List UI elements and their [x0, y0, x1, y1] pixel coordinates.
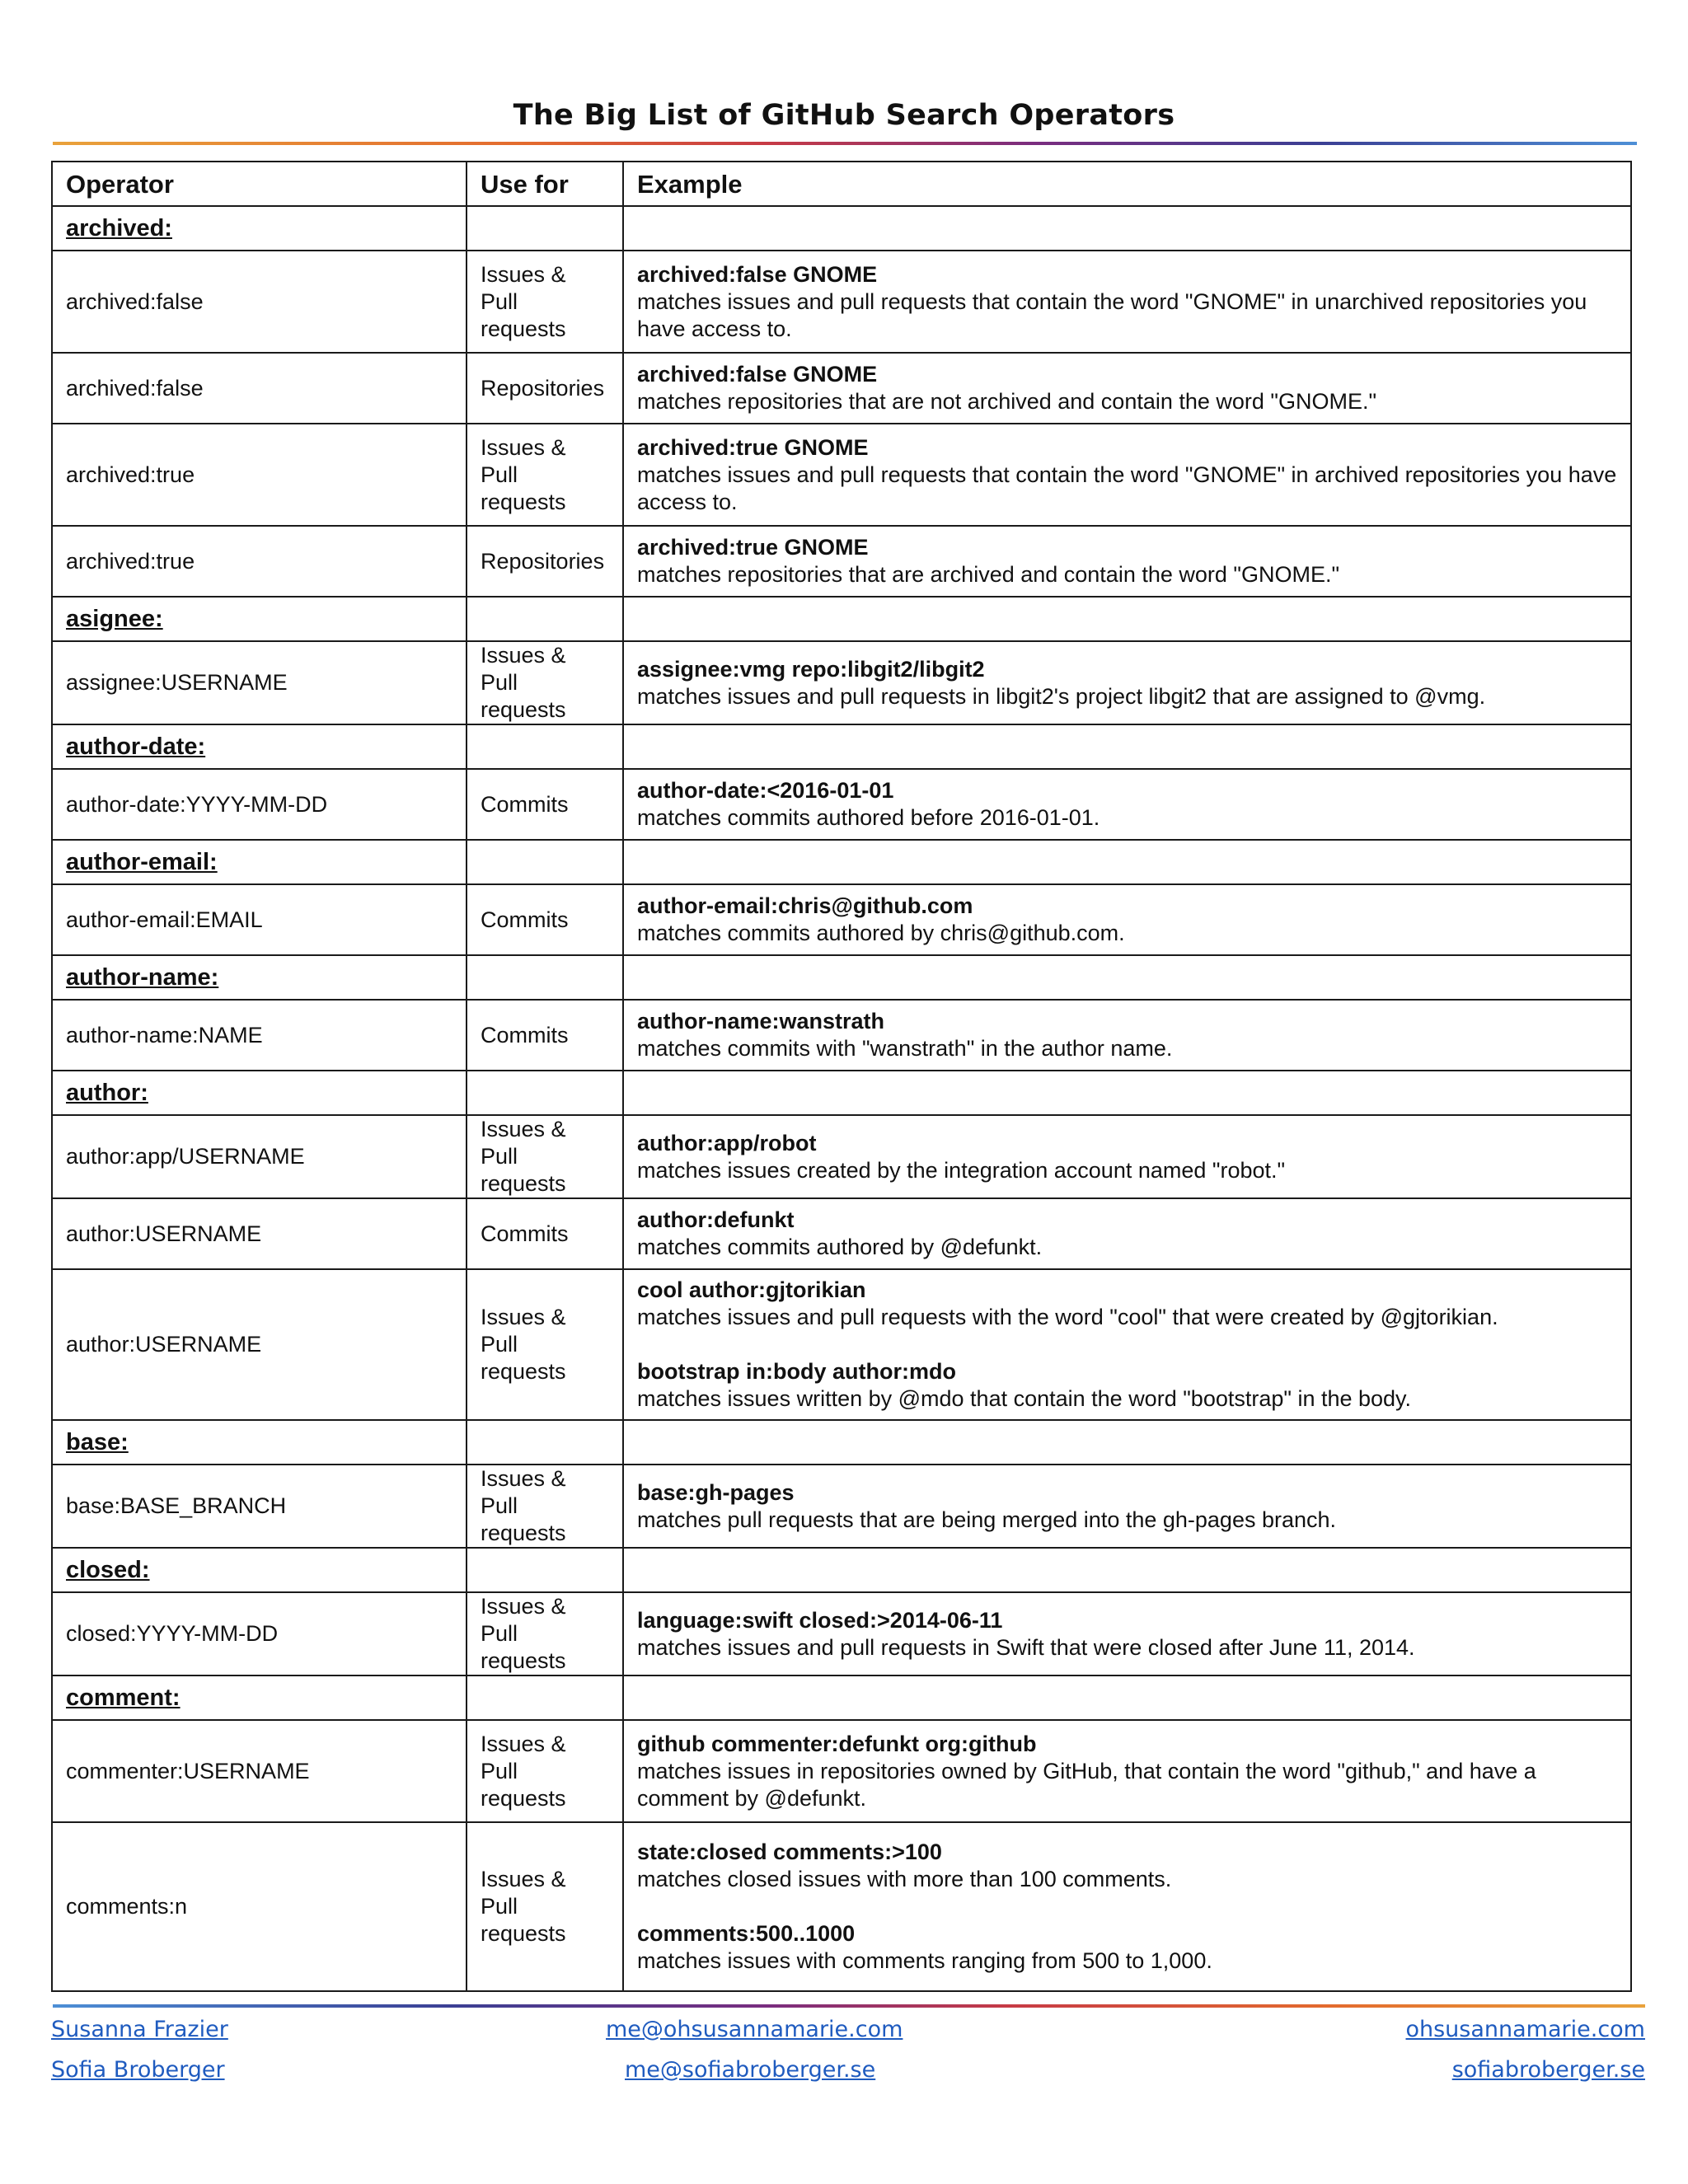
operators-table — [51, 161, 1632, 1992]
use-for-cell: Issues & Pull requests — [467, 1822, 623, 1991]
example-description: matches issues with comments ranging from 500 to 1,000. — [637, 1948, 1212, 1973]
empty-cell — [623, 1420, 1631, 1465]
example-description: matches commits with "wanstrath" in the author name. — [637, 1036, 1173, 1061]
example-description: matches repositories that are archived and contain the word "GNOME." — [637, 562, 1340, 587]
example-query: author-date:<2016-01-01 — [637, 778, 894, 803]
operator-cell: archived:true — [52, 526, 467, 597]
title-gradient-rule — [53, 142, 1637, 145]
example-description: matches issues in repositories owned by GitHub, that contain the word "github," and have a comment by @defunkt. — [637, 1758, 1536, 1811]
example-block — [637, 1008, 1617, 1062]
use-for-cell: Issues & Pull requests — [467, 1720, 623, 1822]
example-block — [637, 1839, 1617, 1893]
table-row — [52, 884, 1631, 955]
example-description: matches commits authored before 2016-01-01. — [637, 805, 1100, 830]
author-email-link[interactable]: me@ohsusannamarie.com — [606, 2017, 903, 2042]
empty-cell — [623, 1675, 1631, 1720]
empty-cell — [467, 840, 623, 884]
use-for-cell: Issues & Pull requests — [467, 1269, 623, 1420]
author-website-link[interactable]: sofiabroberger.se — [1451, 2057, 1645, 2083]
operator-group-row — [52, 840, 1631, 884]
example-query: archived:true GNOME — [637, 535, 869, 560]
example-description: matches issues and pull requests with the word "cool" that were created by @gjtorikian. — [637, 1305, 1498, 1329]
table-row — [52, 1198, 1631, 1269]
operator-cell: closed:YYYY-MM-DD — [52, 1592, 467, 1675]
table-row — [52, 1115, 1631, 1198]
operator-cell: author:USERNAME — [52, 1198, 467, 1269]
table-row — [52, 769, 1631, 840]
example-cell — [623, 1465, 1631, 1548]
example-cell — [623, 251, 1631, 353]
example-block — [637, 1277, 1617, 1331]
operator-group-row — [52, 1420, 1631, 1465]
example-cell — [623, 526, 1631, 597]
use-for-cell: Repositories — [467, 353, 623, 424]
operator-group-name: comment: — [52, 1675, 467, 1720]
example-block — [637, 1607, 1617, 1661]
operator-group-name: author: — [52, 1071, 467, 1115]
example-block — [637, 361, 1617, 415]
example-block — [637, 261, 1617, 343]
example-block — [637, 1479, 1617, 1534]
use-for-cell: Commits — [467, 769, 623, 840]
operator-group-row — [52, 597, 1631, 641]
column-header-example: Example — [623, 162, 1631, 206]
example-block — [637, 777, 1617, 832]
empty-cell — [623, 597, 1631, 641]
empty-cell — [623, 724, 1631, 769]
example-description: matches issues written by @mdo that contain the word "bootstrap" in the body. — [637, 1386, 1412, 1411]
empty-cell — [623, 955, 1631, 1000]
use-for-cell: Issues & Pull requests — [467, 424, 623, 526]
operator-cell: author-date:YYYY-MM-DD — [52, 769, 467, 840]
example-cell — [623, 1822, 1631, 1991]
use-for-cell: Repositories — [467, 526, 623, 597]
example-query: bootstrap in:body author:mdo — [637, 1359, 956, 1384]
author-name-link[interactable]: Susanna Frazier — [51, 2017, 228, 2042]
example-query: language:swift closed:>2014-06-11 — [637, 1607, 1003, 1633]
example-cell — [623, 769, 1631, 840]
operator-cell: archived:false — [52, 251, 467, 353]
operator-group-name: archived: — [52, 206, 467, 251]
example-description: matches commits authored by chris@github.com. — [637, 921, 1125, 945]
operator-cell: archived:false — [52, 353, 467, 424]
use-for-cell: Issues & Pull requests — [467, 1465, 623, 1548]
example-query: base:gh-pages — [637, 1479, 795, 1505]
example-cell — [623, 1720, 1631, 1822]
example-description: matches issues and pull requests that contain the word "GNOME" in unarchived repositories you have access to. — [637, 288, 1587, 341]
use-for-cell: Issues & Pull requests — [467, 641, 623, 724]
example-query: archived:false GNOME — [637, 362, 878, 387]
operator-cell: author-email:EMAIL — [52, 884, 467, 955]
table-row — [52, 1720, 1631, 1822]
example-description: matches issues and pull requests in Swift that were closed after June 11, 2014. — [637, 1634, 1415, 1660]
example-description: matches issues and pull requests in libgit2's project libgit2 that are assigned to @vmg. — [637, 683, 1486, 709]
table-row — [52, 1822, 1631, 1991]
use-for-cell: Issues & Pull requests — [467, 1592, 623, 1675]
example-description: matches pull requests that are being merged into the gh-pages branch. — [637, 1507, 1337, 1532]
example-query: author-email:chris@github.com — [637, 893, 973, 918]
example-block — [637, 656, 1617, 710]
example-block — [637, 1358, 1617, 1413]
example-block — [637, 1130, 1617, 1184]
operator-group-row — [52, 724, 1631, 769]
empty-cell — [467, 955, 623, 1000]
table-row — [52, 353, 1631, 424]
example-description: matches repositories that are not archived and contain the word "GNOME." — [637, 389, 1377, 414]
example-block — [637, 534, 1617, 588]
operator-group-row — [52, 955, 1631, 1000]
operator-group-name: base: — [52, 1420, 467, 1465]
table-row — [52, 1465, 1631, 1548]
example-query: archived:true GNOME — [637, 434, 869, 460]
example-block — [637, 893, 1617, 947]
use-for-cell: Commits — [467, 884, 623, 955]
page-title: The Big List of GitHub Search Operators — [513, 99, 1175, 132]
example-query: author:defunkt — [637, 1207, 795, 1232]
example-query: author:app/robot — [637, 1130, 817, 1155]
operator-group-name: author-name: — [52, 955, 467, 1000]
operator-group-row — [52, 1071, 1631, 1115]
example-description: matches issues created by the integration account named "robot." — [637, 1157, 1286, 1183]
footer-gradient-rule — [53, 2004, 1645, 2008]
empty-cell — [467, 1548, 623, 1592]
operator-cell: base:BASE_BRANCH — [52, 1465, 467, 1548]
use-for-cell: Issues & Pull requests — [467, 251, 623, 353]
author-website-link[interactable]: ohsusannamarie.com — [1405, 2017, 1645, 2042]
example-block — [637, 1731, 1617, 1812]
example-cell — [623, 1000, 1631, 1071]
operator-group-name: asignee: — [52, 597, 467, 641]
example-cell — [623, 884, 1631, 955]
example-cell — [623, 353, 1631, 424]
empty-cell — [623, 1548, 1631, 1592]
example-query: cool author:gjtorikian — [637, 1277, 866, 1302]
operator-cell: author-name:NAME — [52, 1000, 467, 1071]
empty-cell — [623, 206, 1631, 251]
example-cell — [623, 424, 1631, 526]
operator-cell: author:app/USERNAME — [52, 1115, 467, 1198]
example-cell — [623, 1198, 1631, 1269]
empty-cell — [623, 840, 1631, 884]
column-header-operator: Operator — [52, 162, 467, 206]
empty-cell — [467, 206, 623, 251]
example-description: matches issues and pull requests that contain the word "GNOME" in archived repositories you have access to. — [637, 462, 1617, 514]
empty-cell — [467, 1420, 623, 1465]
table-row — [52, 526, 1631, 597]
example-query: comments:500..1000 — [637, 1921, 856, 1946]
empty-cell — [623, 1071, 1631, 1115]
operator-cell: archived:true — [52, 424, 467, 526]
table-row — [52, 424, 1631, 526]
table-row — [52, 1269, 1631, 1420]
operators-table-body — [52, 206, 1631, 1991]
example-cell — [623, 641, 1631, 724]
example-block — [637, 1207, 1617, 1261]
author-email-link[interactable]: me@sofiabroberger.se — [625, 2057, 876, 2083]
example-block — [637, 1920, 1617, 1975]
operator-group-name: author-date: — [52, 724, 467, 769]
example-cell — [623, 1269, 1631, 1420]
use-for-cell: Issues & Pull requests — [467, 1115, 623, 1198]
operator-cell: comments:n — [52, 1822, 467, 1991]
empty-cell — [467, 1071, 623, 1115]
operator-group-row — [52, 1548, 1631, 1592]
author-name-link[interactable]: Sofia Broberger — [51, 2057, 225, 2083]
use-for-cell: Commits — [467, 1198, 623, 1269]
example-query: assignee:vmg repo:libgit2/libgit2 — [637, 656, 985, 682]
empty-cell — [467, 597, 623, 641]
operator-group-row — [52, 206, 1631, 251]
example-block — [637, 434, 1617, 516]
operator-group-name: closed: — [52, 1548, 467, 1592]
table-row — [52, 1592, 1631, 1675]
operator-group-row — [52, 1675, 1631, 1720]
operator-group-name: author-email: — [52, 840, 467, 884]
example-query: github commenter:defunkt org:github — [637, 1731, 1037, 1756]
example-description: matches closed issues with more than 100 comments. — [637, 1867, 1172, 1891]
operator-cell: author:USERNAME — [52, 1269, 467, 1420]
table-row — [52, 251, 1631, 353]
example-cell — [623, 1115, 1631, 1198]
empty-cell — [467, 1675, 623, 1720]
example-query: archived:false GNOME — [637, 261, 878, 287]
table-row — [52, 641, 1631, 724]
empty-cell — [467, 724, 623, 769]
operator-cell: assignee:USERNAME — [52, 641, 467, 724]
operator-cell: commenter:USERNAME — [52, 1720, 467, 1822]
column-header-use-for: Use for — [467, 162, 623, 206]
example-description: matches commits authored by @defunkt. — [637, 1235, 1043, 1259]
table-row — [52, 1000, 1631, 1071]
example-cell — [623, 1592, 1631, 1675]
use-for-cell: Commits — [467, 1000, 623, 1071]
example-query: state:closed comments:>100 — [637, 1840, 942, 1864]
example-query: author-name:wanstrath — [637, 1009, 885, 1033]
table-header-row — [52, 162, 1631, 206]
